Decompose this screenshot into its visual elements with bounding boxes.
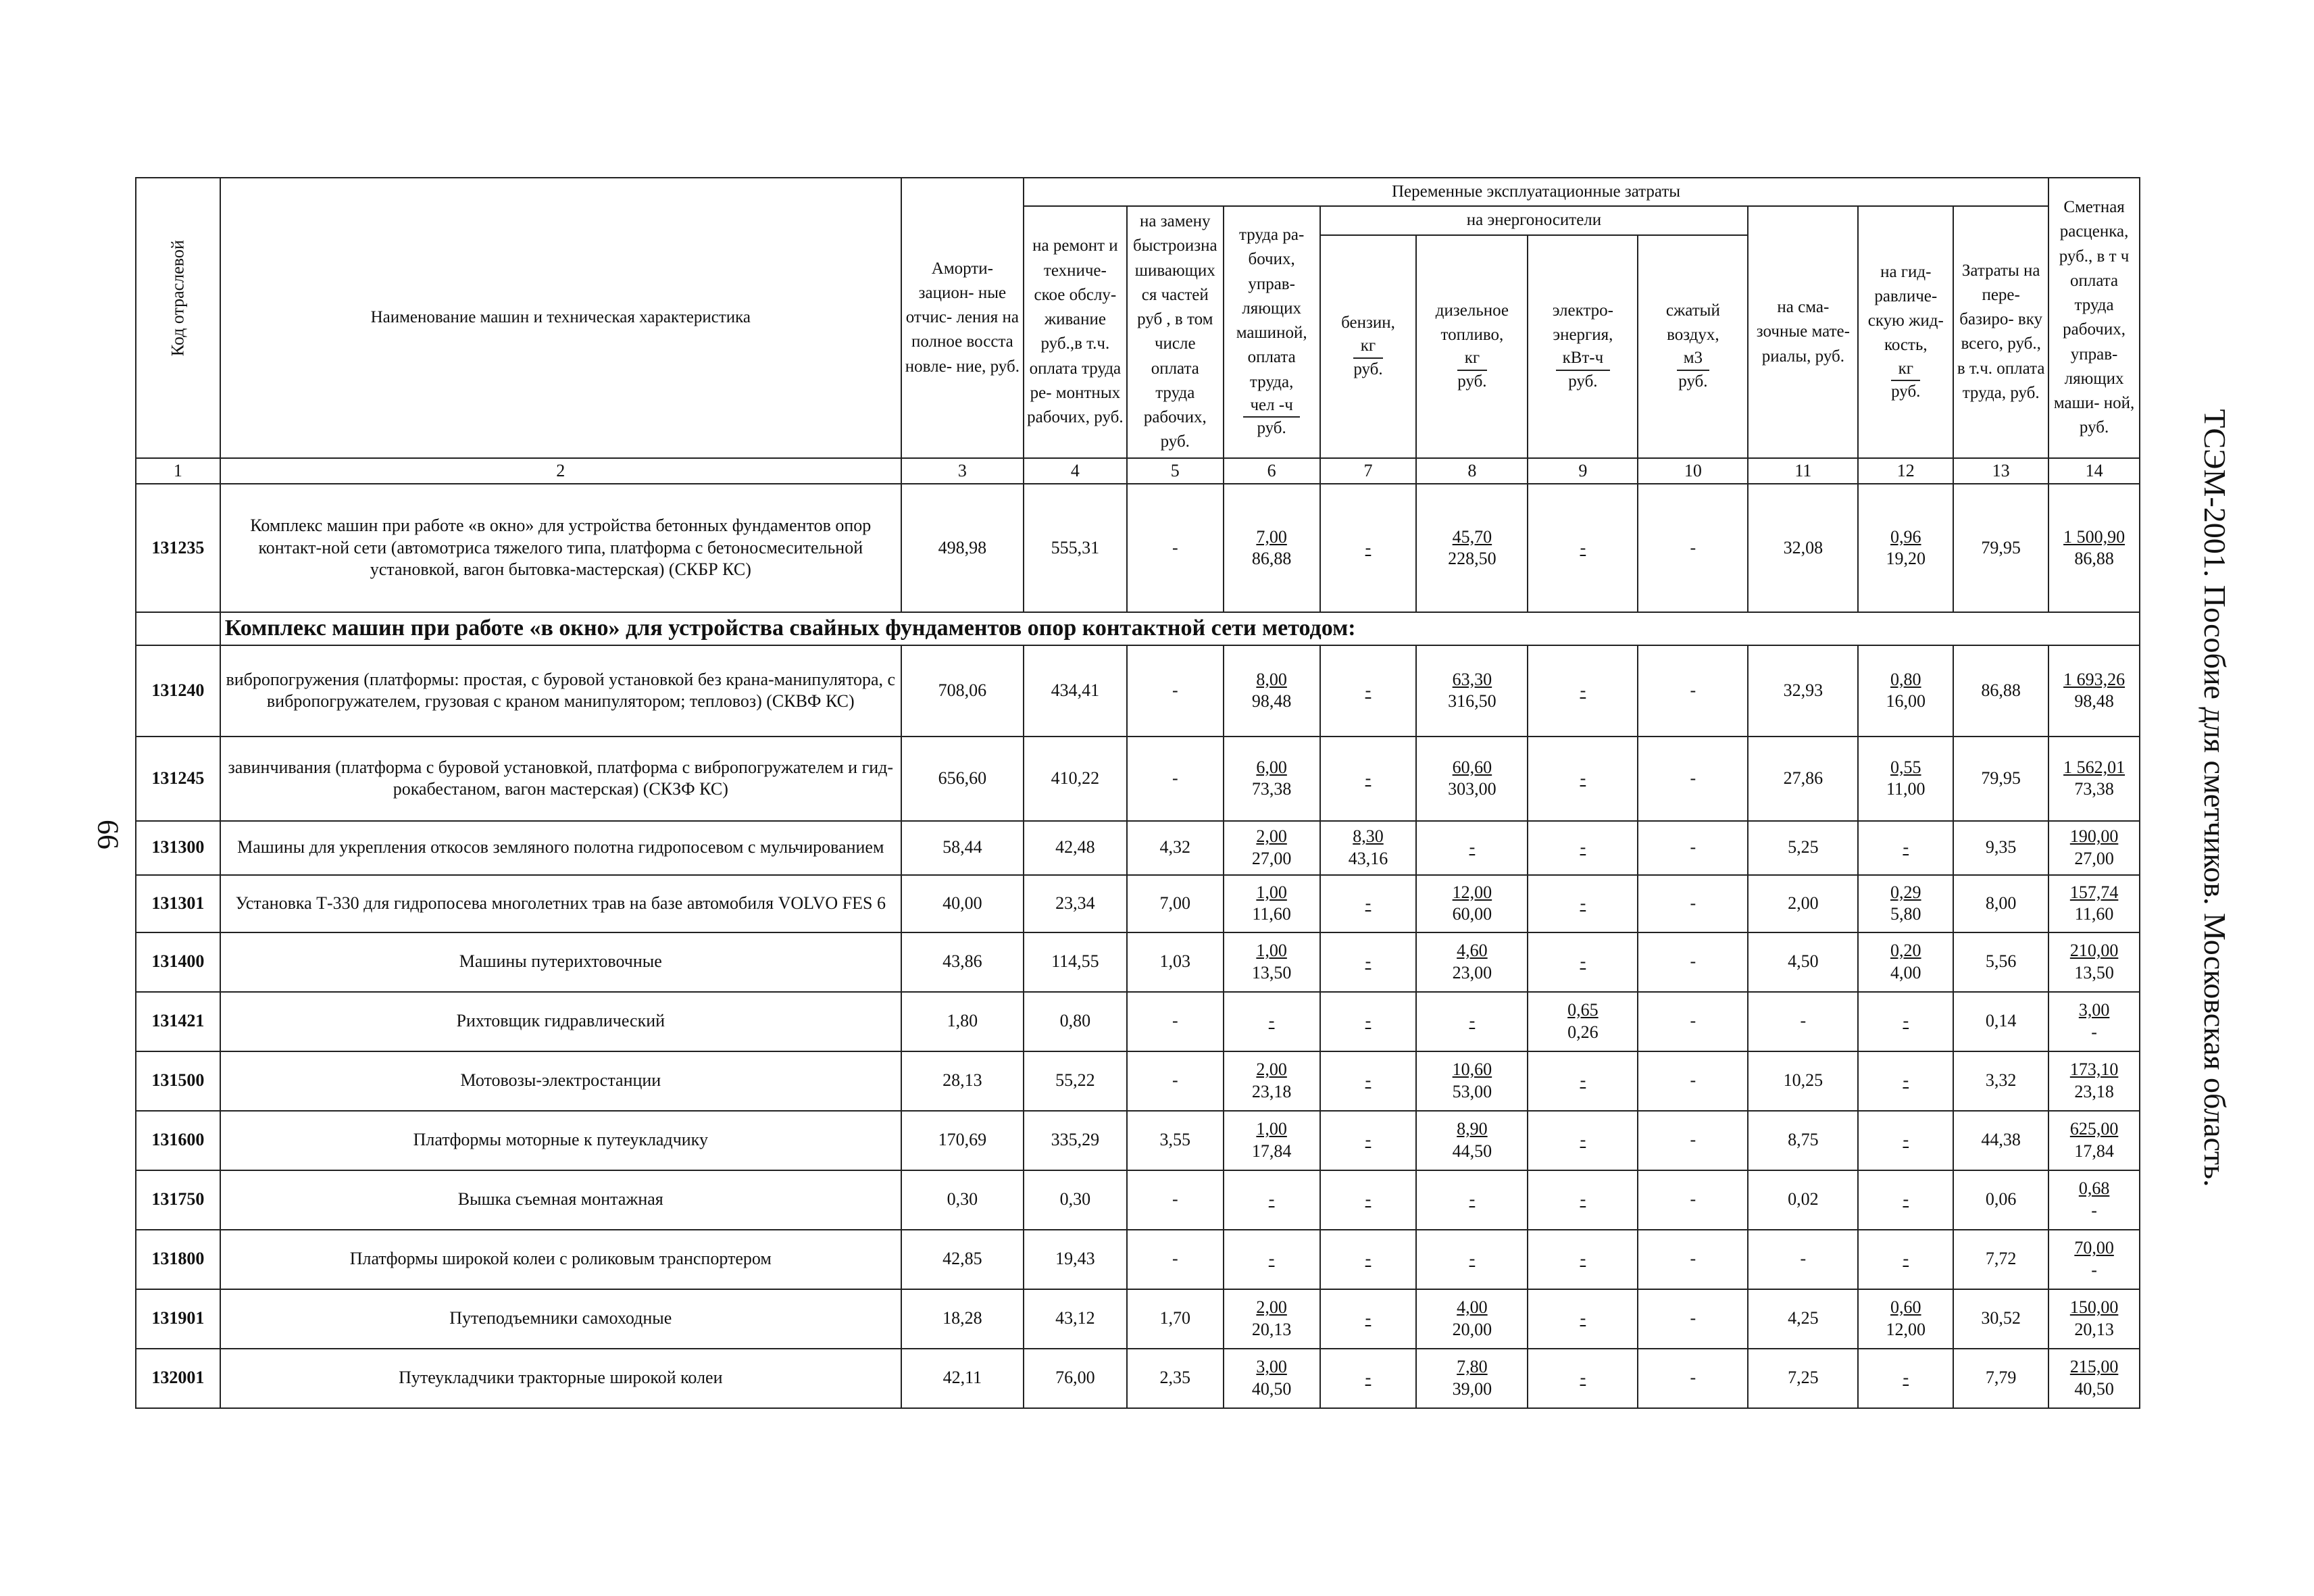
col-number: 8 (1416, 458, 1528, 484)
document-title: ТСЭМ-2001. Пособие для сметчиков. Московская область. (2198, 409, 2232, 1187)
rate-value: $\frac{625,00}{17,84}$ (2048, 1111, 2140, 1170)
labor-value: $\frac{3,00}{40,50}$ (1224, 1349, 1320, 1408)
petrol-value: - (1320, 992, 1417, 1051)
labor-value: - (1224, 992, 1320, 1051)
machine-code: 131240 (136, 645, 220, 737)
lubricants-value: - (1748, 1230, 1858, 1289)
header-relocation: Затраты на пере- базиро- вку всего, руб., в т.ч. оплата труда, руб. (1953, 206, 2048, 457)
header-labor: труда ра- бочих, управ- ляющих машиной, оплата труда, чел -ч руб. (1224, 206, 1320, 457)
hydraulic-value: $\frac{0,20}{4,00}$ (1858, 932, 1953, 992)
machine-code: 131901 (136, 1289, 220, 1349)
hydraulic-value: $\frac{0,29}{5,80}$ (1858, 875, 1953, 932)
electricity-value: - (1528, 821, 1638, 875)
diesel-value: $\frac{4,60}{23,00}$ (1416, 932, 1528, 992)
header-compressed-air: сжатый воздух, м3 руб. (1638, 235, 1748, 458)
amortization-value: 1,80 (901, 992, 1024, 1051)
replace-value: - (1127, 484, 1224, 612)
hydraulic-value: - (1858, 821, 1953, 875)
machine-name: Рихтовщик гидравлический (220, 992, 901, 1051)
table-row (136, 484, 2140, 612)
col-number: 13 (1953, 458, 2048, 484)
diesel-value: $\frac{4,00}{20,00}$ (1416, 1289, 1528, 1349)
machine-code: 131300 (136, 821, 220, 875)
amortization-value: 43,86 (901, 932, 1024, 992)
col-number: 2 (220, 458, 901, 484)
repair-value: 23,34 (1024, 875, 1127, 932)
compressed-air-value: - (1638, 992, 1748, 1051)
machine-code: 131245 (136, 737, 220, 821)
machine-code: 131750 (136, 1170, 220, 1230)
header-replace-parts: на замену быстроизна шивающих ся частей руб , в том числе оплата труда рабочих, руб. (1127, 206, 1224, 457)
compressed-air-value: - (1638, 1230, 1748, 1289)
machine-name: Комплекс машин при работе «в окно» для устройства бетонных фундаментов опор контакт-ной сети (автомотриса тяжелого типа, платформа с бетоносмесительной установкой, вагон бытовка-мастерская) (СКБР КС) (220, 484, 901, 612)
table-row (136, 1230, 2140, 1289)
machine-name: Платформы моторные к путеукладчику (220, 1111, 901, 1170)
repair-value: 434,41 (1024, 645, 1127, 737)
diesel-value: $\frac{12,00}{60,00}$ (1416, 875, 1528, 932)
amortization-value: 18,28 (901, 1289, 1024, 1349)
relocation-value: 0,06 (1953, 1170, 2048, 1230)
rate-value: $\frac{157,74}{11,60}$ (2048, 875, 2140, 932)
repair-value: 0,80 (1024, 992, 1127, 1051)
petrol-value: - (1320, 1051, 1417, 1111)
petrol-value: - (1320, 1170, 1417, 1230)
rate-value: $\frac{210,00}{13,50}$ (2048, 932, 2140, 992)
electricity-value: $\frac{0,65}{0,26}$ (1528, 992, 1638, 1051)
labor-value: $\frac{2,00}{20,13}$ (1224, 1289, 1320, 1349)
repair-value: 555,31 (1024, 484, 1127, 612)
table-row (136, 875, 2140, 932)
lubricants-value: 2,00 (1748, 875, 1858, 932)
labor-value: $\frac{2,00}{27,00}$ (1224, 821, 1320, 875)
hydraulic-value: - (1858, 1111, 1953, 1170)
hydraulic-value: - (1858, 1051, 1953, 1111)
rate-value: $\frac{1 500,90}{86,88}$ (2048, 484, 2140, 612)
compressed-air-value: - (1638, 932, 1748, 992)
lubricants-value: 27,86 (1748, 737, 1858, 821)
repair-value: 55,22 (1024, 1051, 1127, 1111)
hydraulic-value: - (1858, 992, 1953, 1051)
petrol-value: - (1320, 484, 1417, 612)
rate-value: $\frac{150,00}{20,13}$ (2048, 1289, 2140, 1349)
replace-value: 1,03 (1127, 932, 1224, 992)
labor-value: $\frac{6,00}{73,38}$ (1224, 737, 1320, 821)
header-electricity: электро- энергия, кВт-ч руб. (1528, 235, 1638, 458)
repair-value: 0,30 (1024, 1170, 1127, 1230)
electricity-value: - (1528, 1111, 1638, 1170)
compressed-air-value: - (1638, 1051, 1748, 1111)
repair-value: 19,43 (1024, 1230, 1127, 1289)
header-petrol: бензин, кг руб. (1320, 235, 1417, 458)
col-number: 6 (1224, 458, 1320, 484)
compressed-air-value: - (1638, 1349, 1748, 1408)
lubricants-value: 10,25 (1748, 1051, 1858, 1111)
petrol-value: - (1320, 737, 1417, 821)
machines-table (135, 177, 2140, 1409)
replace-value: 4,32 (1127, 821, 1224, 875)
header-energy: на энергоносители (1320, 206, 1749, 234)
machine-name: Мотовозы-электростанции (220, 1051, 901, 1111)
diesel-value: $\frac{60,60}{303,00}$ (1416, 737, 1528, 821)
rate-value: $\frac{1 562,01}{73,38}$ (2048, 737, 2140, 821)
header-amortization: Аморти- зацион- ные отчис- ления на полное восста новле- ние, руб. (901, 178, 1024, 458)
table-row (136, 1170, 2140, 1230)
diesel-value: - (1416, 821, 1528, 875)
rate-value: $\frac{173,10}{23,18}$ (2048, 1051, 2140, 1111)
compressed-air-value: - (1638, 645, 1748, 737)
col-number: 4 (1024, 458, 1127, 484)
rate-value: $\frac{1 693,26}{98,48}$ (2048, 645, 2140, 737)
relocation-value: 8,00 (1953, 875, 2048, 932)
electricity-value: - (1528, 1170, 1638, 1230)
section-header: Комплекс машин при работе «в окно» для устройства свайных фундаментов опор контактной сети методом: (220, 612, 2140, 645)
replace-value: - (1127, 992, 1224, 1051)
rate-value: $\frac{215,00}{40,50}$ (2048, 1349, 2140, 1408)
col-number: 10 (1638, 458, 1748, 484)
replace-value: - (1127, 1170, 1224, 1230)
rate-value: $\frac{0,68}{-}$ (2048, 1170, 2140, 1230)
compressed-air-value: - (1638, 1111, 1748, 1170)
rate-value: $\frac{190,00}{27,00}$ (2048, 821, 2140, 875)
machine-code: 132001 (136, 1349, 220, 1408)
petrol-value: - (1320, 1230, 1417, 1289)
electricity-value: - (1528, 1349, 1638, 1408)
lubricants-value: 5,25 (1748, 821, 1858, 875)
compressed-air-value: - (1638, 875, 1748, 932)
relocation-value: 79,95 (1953, 484, 2048, 612)
hydraulic-value: $\frac{0,60}{12,00}$ (1858, 1289, 1953, 1349)
replace-value: 7,00 (1127, 875, 1224, 932)
compressed-air-value: - (1638, 821, 1748, 875)
electricity-value: - (1528, 737, 1638, 821)
lubricants-value: 32,93 (1748, 645, 1858, 737)
relocation-value: 7,72 (1953, 1230, 2048, 1289)
hydraulic-value: $\frac{0,80}{16,00}$ (1858, 645, 1953, 737)
hydraulic-value: - (1858, 1349, 1953, 1408)
lubricants-value: 4,50 (1748, 932, 1858, 992)
petrol-value: - (1320, 1289, 1417, 1349)
hydraulic-value: $\frac{0,96}{19,20}$ (1858, 484, 1953, 612)
compressed-air-value: - (1638, 737, 1748, 821)
header-name: Наименование машин и техническая характеристика (220, 178, 901, 458)
repair-value: 114,55 (1024, 932, 1127, 992)
machine-name: Машины для укрепления откосов земляного полотна гидропосевом с мульчированием (220, 821, 901, 875)
table-row (136, 1051, 2140, 1111)
compressed-air-value: - (1638, 1289, 1748, 1349)
compressed-air-value: - (1638, 1170, 1748, 1230)
relocation-value: 44,38 (1953, 1111, 2048, 1170)
petrol-value: - (1320, 645, 1417, 737)
labor-value: $\frac{1,00}{17,84}$ (1224, 1111, 1320, 1170)
hydraulic-value: $\frac{0,55}{11,00}$ (1858, 737, 1953, 821)
lubricants-value: 7,25 (1748, 1349, 1858, 1408)
lubricants-value: - (1748, 992, 1858, 1051)
machine-code: 131600 (136, 1111, 220, 1170)
replace-value: - (1127, 1051, 1224, 1111)
hydraulic-value: - (1858, 1230, 1953, 1289)
replace-value: 2,35 (1127, 1349, 1224, 1408)
labor-value: $\frac{7,00}{86,88}$ (1224, 484, 1320, 612)
electricity-value: - (1528, 1230, 1638, 1289)
table-row (136, 1289, 2140, 1349)
labor-value: - (1224, 1230, 1320, 1289)
replace-value: - (1127, 737, 1224, 821)
petrol-value: $\frac{8,30}{43,16}$ (1320, 821, 1417, 875)
lubricants-value: 4,25 (1748, 1289, 1858, 1349)
labor-value: $\frac{1,00}{11,60}$ (1224, 875, 1320, 932)
repair-value: 76,00 (1024, 1349, 1127, 1408)
electricity-value: - (1528, 484, 1638, 612)
machine-code: 131500 (136, 1051, 220, 1111)
col-number: 3 (901, 458, 1024, 484)
col-number: 7 (1320, 458, 1417, 484)
column-numbers-row (136, 458, 2140, 484)
labor-value: $\frac{1,00}{13,50}$ (1224, 932, 1320, 992)
table-row (136, 645, 2140, 737)
relocation-value: 86,88 (1953, 645, 2048, 737)
machine-name: Платформы широкой колеи с роликовым транспортером (220, 1230, 901, 1289)
replace-value: - (1127, 645, 1224, 737)
relocation-value: 9,35 (1953, 821, 2048, 875)
amortization-value: 58,44 (901, 821, 1024, 875)
table-row (136, 821, 2140, 875)
machine-code: 131235 (136, 484, 220, 612)
machine-name: Установка Т-330 для гидропосева многолетних трав на базе автомобиля VOLVO FES 6 (220, 875, 901, 932)
col-number: 9 (1528, 458, 1638, 484)
header-hydraulic: на гид- равличе- скую жид- кость, кг руб. (1858, 206, 1953, 457)
col-number: 14 (2048, 458, 2140, 484)
replace-value: - (1127, 1230, 1224, 1289)
table-row (136, 1111, 2140, 1170)
labor-value: - (1224, 1170, 1320, 1230)
diesel-value: $\frac{7,80}{39,00}$ (1416, 1349, 1528, 1408)
repair-value: 42,48 (1024, 821, 1127, 875)
amortization-value: 42,85 (901, 1230, 1024, 1289)
table-row (136, 992, 2140, 1051)
header-rate: Сметная расценка, руб., в т ч оплата труда рабочих, управ- ляющих маши- ной, руб. (2048, 178, 2140, 458)
machine-code: 131421 (136, 992, 220, 1051)
repair-value: 43,12 (1024, 1289, 1127, 1349)
electricity-value: - (1528, 875, 1638, 932)
electricity-value: - (1528, 1051, 1638, 1111)
hydraulic-value: - (1858, 1170, 1953, 1230)
machine-name: Вышка съемная монтажная (220, 1170, 901, 1230)
repair-value: 410,22 (1024, 737, 1127, 821)
col-number: 11 (1748, 458, 1858, 484)
amortization-value: 42,11 (901, 1349, 1024, 1408)
machine-code: 131800 (136, 1230, 220, 1289)
electricity-value: - (1528, 1289, 1638, 1349)
diesel-value: - (1416, 992, 1528, 1051)
repair-value: 335,29 (1024, 1111, 1127, 1170)
relocation-value: 79,95 (1953, 737, 2048, 821)
electricity-value: - (1528, 932, 1638, 992)
diesel-value: $\frac{10,60}{53,00}$ (1416, 1051, 1528, 1111)
amortization-value: 170,69 (901, 1111, 1024, 1170)
petrol-value: - (1320, 875, 1417, 932)
col-number: 5 (1127, 458, 1224, 484)
amortization-value: 708,06 (901, 645, 1024, 737)
lubricants-value: 8,75 (1748, 1111, 1858, 1170)
amortization-value: 28,13 (901, 1051, 1024, 1111)
diesel-value: $\frac{8,90}{44,50}$ (1416, 1111, 1528, 1170)
page-number: 66 (91, 820, 125, 849)
lubricants-value: 0,02 (1748, 1170, 1858, 1230)
rate-value: $\frac{3,00}{-}$ (2048, 992, 2140, 1051)
col-number: 1 (136, 458, 220, 484)
table-row (136, 932, 2140, 992)
section-row (136, 612, 2140, 645)
machine-code: 131301 (136, 875, 220, 932)
header-code: Код отраслевой (136, 178, 220, 458)
machine-name: Машины путерихтовочные (220, 932, 901, 992)
table-row (136, 737, 2140, 821)
machine-name: завинчивания (платформа с буровой установкой, платформа с вибропогружателем и гид-рокабестаном, вагон мастерская) (СКЗФ КС) (220, 737, 901, 821)
petrol-value: - (1320, 932, 1417, 992)
amortization-value: 656,60 (901, 737, 1024, 821)
header-diesel: дизельное топливо, кг руб. (1416, 235, 1528, 458)
machine-name: Путеподъемники самоходные (220, 1289, 901, 1349)
header-repair: на ремонт и техниче- ское обслу- живание руб.,в т.ч. оплата труда ре- монтных рабочих, руб. (1024, 206, 1127, 457)
petrol-value: - (1320, 1349, 1417, 1408)
amortization-value: 0,30 (901, 1170, 1024, 1230)
machine-name: вибропогружения (платформы: простая, с буровой установкой без крана-манипулятора, с вибропогружателем, грузовая с краном манипулятором; тепловоз) (СКВФ КС) (220, 645, 901, 737)
labor-value: $\frac{8,00}{98,48}$ (1224, 645, 1320, 737)
compressed-air-value: - (1638, 484, 1748, 612)
diesel-value: - (1416, 1230, 1528, 1289)
petrol-value: - (1320, 1111, 1417, 1170)
relocation-value: 0,14 (1953, 992, 2048, 1051)
labor-value: $\frac{2,00}{23,18}$ (1224, 1051, 1320, 1111)
lubricants-value: 32,08 (1748, 484, 1858, 612)
relocation-value: 3,32 (1953, 1051, 2048, 1111)
amortization-value: 498,98 (901, 484, 1024, 612)
header-lubricants: на сма- зочные мате- риалы, руб. (1748, 206, 1858, 457)
table-row (136, 1349, 2140, 1408)
header-variable-costs: Переменные эксплуатационные затраты (1024, 178, 2048, 206)
diesel-value: $\frac{45,70}{228,50}$ (1416, 484, 1528, 612)
diesel-value: $\frac{63,30}{316,50}$ (1416, 645, 1528, 737)
rate-value: $\frac{70,00}{-}$ (2048, 1230, 2140, 1289)
electricity-value: - (1528, 645, 1638, 737)
relocation-value: 5,56 (1953, 932, 2048, 992)
diesel-value: - (1416, 1170, 1528, 1230)
replace-value: 3,55 (1127, 1111, 1224, 1170)
relocation-value: 7,79 (1953, 1349, 2048, 1408)
machine-name: Путеукладчики тракторные широкой колеи (220, 1349, 901, 1408)
replace-value: 1,70 (1127, 1289, 1224, 1349)
col-number: 12 (1858, 458, 1953, 484)
amortization-value: 40,00 (901, 875, 1024, 932)
machine-code: 131400 (136, 932, 220, 992)
relocation-value: 30,52 (1953, 1289, 2048, 1349)
